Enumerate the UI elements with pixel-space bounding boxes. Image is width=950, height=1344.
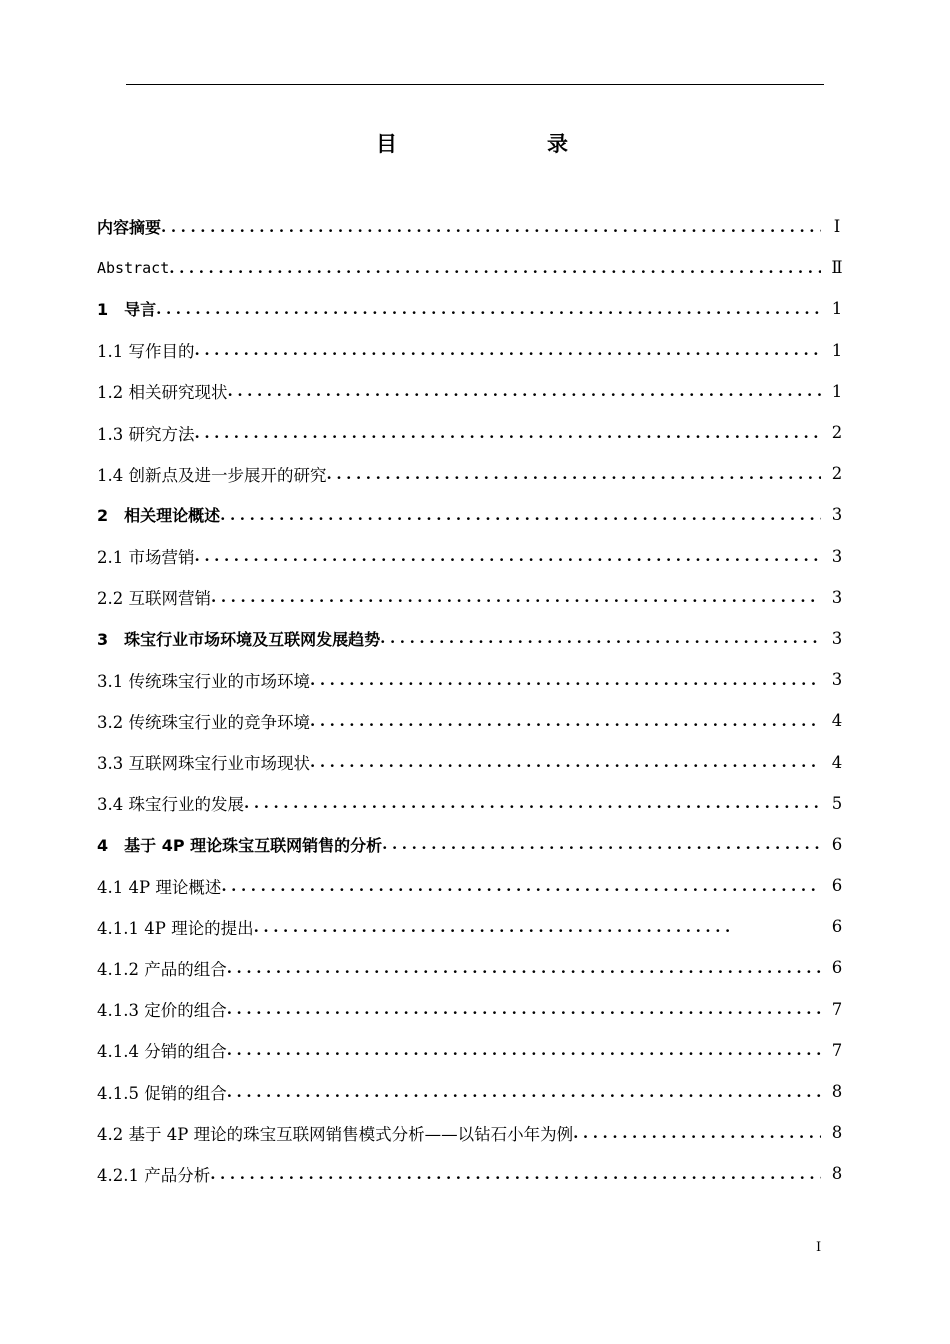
- toc-entry[interactable]: [97, 618, 849, 659]
- toc-entry-title: 2.2 互联网营销: [97, 589, 211, 609]
- toc-entry-title: 1.4 创新点及进一步展开的研究: [97, 465, 327, 485]
- toc-entry-page-number: 5: [831, 793, 843, 813]
- toc-entry-title: 3.1 传统珠宝行业的市场环境: [97, 671, 310, 691]
- toc-entry[interactable]: [97, 783, 849, 824]
- toc-entry-title: 3.2 传统珠宝行业的竞争环境: [97, 712, 310, 732]
- dot-leader: [380, 629, 821, 647]
- toc-entry-page-number: 4: [831, 752, 843, 772]
- toc-entry-page-number: 2: [831, 464, 843, 484]
- toc-entry-page-number: 1: [831, 381, 843, 401]
- toc-entry-page-number: 4: [831, 711, 843, 731]
- toc-entry[interactable]: [97, 1071, 849, 1112]
- toc-entry[interactable]: [97, 206, 849, 247]
- toc-entry-title: 4.1.4 分销的组合: [97, 1042, 227, 1062]
- toc-entry[interactable]: [97, 1112, 849, 1153]
- toc-entry-title: 4.2 基于 4P 理论的珠宝互联网销售模式分析——以钻石小年为例: [97, 1124, 574, 1144]
- toc-entry-page-number: 6: [831, 834, 843, 854]
- dot-leader: [220, 506, 821, 524]
- table-of-contents: [97, 206, 849, 1195]
- dot-leader: [169, 259, 821, 277]
- dot-leader: [310, 671, 821, 689]
- toc-entry-page-number: 3: [831, 505, 843, 525]
- toc-entry-page-number: 6: [831, 958, 843, 978]
- toc-entry[interactable]: [97, 947, 849, 988]
- dot-leader: [227, 1083, 821, 1101]
- dot-leader: [310, 753, 821, 771]
- toc-entry-page-number: Ⅱ: [831, 258, 843, 278]
- dot-leader: [227, 959, 821, 977]
- dot-leader: [195, 424, 822, 442]
- dot-leader: [382, 835, 821, 853]
- toc-entry-title: 1.1 写作目的: [97, 342, 195, 362]
- dot-leader: [156, 300, 821, 318]
- toc-entry-page-number: 2: [831, 423, 843, 443]
- toc-entry-title: 1.2 相关研究现状: [97, 383, 228, 403]
- toc-entry[interactable]: [97, 247, 849, 288]
- toc-entry-title: 3 珠宝行业市场环境及互联网发展趋势: [97, 629, 381, 649]
- toc-entry[interactable]: [97, 659, 849, 700]
- header-rule: [126, 84, 824, 85]
- toc-entry-page-number: 6: [831, 876, 843, 896]
- dot-leader: [228, 382, 822, 400]
- dot-leader: [244, 794, 821, 812]
- toc-entry[interactable]: [97, 371, 849, 412]
- toc-entry-page-number: 3: [831, 587, 843, 607]
- page-title: 目 录: [376, 132, 604, 156]
- dot-leader: [310, 712, 821, 730]
- toc-entry[interactable]: [97, 536, 849, 577]
- toc-entry[interactable]: [97, 288, 849, 329]
- toc-entry-title: 内容摘要: [97, 218, 162, 238]
- toc-entry-title: Abstract: [97, 258, 170, 277]
- toc-entry-page-number: 3: [831, 670, 843, 690]
- toc-entry[interactable]: [97, 906, 849, 947]
- toc-entry-title: 3.4 珠宝行业的发展: [97, 795, 244, 815]
- toc-entry[interactable]: [97, 453, 849, 494]
- toc-entry[interactable]: [97, 494, 849, 535]
- dot-leader: [161, 218, 821, 236]
- toc-entry-page-number: 1: [831, 299, 843, 319]
- toc-entry-title: 4.1.3 定价的组合: [97, 1001, 227, 1021]
- toc-entry[interactable]: [97, 1030, 849, 1071]
- toc-entry[interactable]: [97, 412, 849, 453]
- toc-entry[interactable]: [97, 865, 849, 906]
- dot-leader: [195, 341, 822, 359]
- toc-entry-page-number: 6: [831, 917, 843, 937]
- toc-entry[interactable]: [97, 989, 849, 1030]
- toc-entry[interactable]: [97, 1153, 849, 1194]
- dot-leader: [254, 918, 729, 936]
- toc-entry-title: 4.1 4P 理论概述: [97, 877, 222, 897]
- toc-entry-title: 1.3 研究方法: [97, 424, 195, 444]
- dot-leader: [227, 1000, 821, 1018]
- toc-entry-title: 4 基于 4P 理论珠宝互联网销售的分析: [97, 835, 383, 855]
- toc-entry-title: 4.1.1 4P 理论的提出: [97, 918, 254, 938]
- toc-entry[interactable]: [97, 330, 849, 371]
- toc-entry-page-number: 3: [831, 546, 843, 566]
- toc-entry[interactable]: [97, 741, 849, 782]
- dot-leader: [210, 1165, 821, 1183]
- toc-entry-page-number: 1: [831, 340, 843, 360]
- toc-entry-page-number: 7: [831, 1040, 843, 1060]
- dot-leader: [573, 1124, 821, 1142]
- toc-entry-title: 1 导言: [97, 300, 157, 320]
- toc-entry-title: 2.1 市场营销: [97, 548, 195, 568]
- toc-entry-title: 4.2.1 产品分析: [97, 1165, 211, 1185]
- toc-entry-title: 3.3 互联网珠宝行业市场现状: [97, 754, 310, 774]
- toc-entry-page-number: 8: [831, 1164, 843, 1184]
- dot-leader: [195, 547, 822, 565]
- toc-entry-title: 4.1.2 产品的组合: [97, 959, 227, 979]
- dot-leader: [227, 1041, 821, 1059]
- dot-leader: [221, 877, 821, 895]
- toc-entry-page-number: I: [833, 217, 841, 237]
- toc-entry-page-number: 3: [831, 628, 843, 648]
- toc-entry-title: 4.1.5 促销的组合: [97, 1083, 227, 1103]
- footer-page-number: I: [816, 1240, 822, 1255]
- toc-entry-title: 2 相关理论概述: [97, 506, 221, 526]
- toc-entry-page-number: 8: [831, 1123, 843, 1143]
- dot-leader: [327, 465, 822, 483]
- toc-entry-page-number: 7: [831, 999, 843, 1019]
- toc-entry[interactable]: [97, 824, 849, 865]
- dot-leader: [211, 588, 821, 606]
- toc-entry[interactable]: [97, 577, 849, 618]
- toc-entry[interactable]: [97, 700, 849, 741]
- toc-entry-page-number: 8: [831, 1082, 843, 1102]
